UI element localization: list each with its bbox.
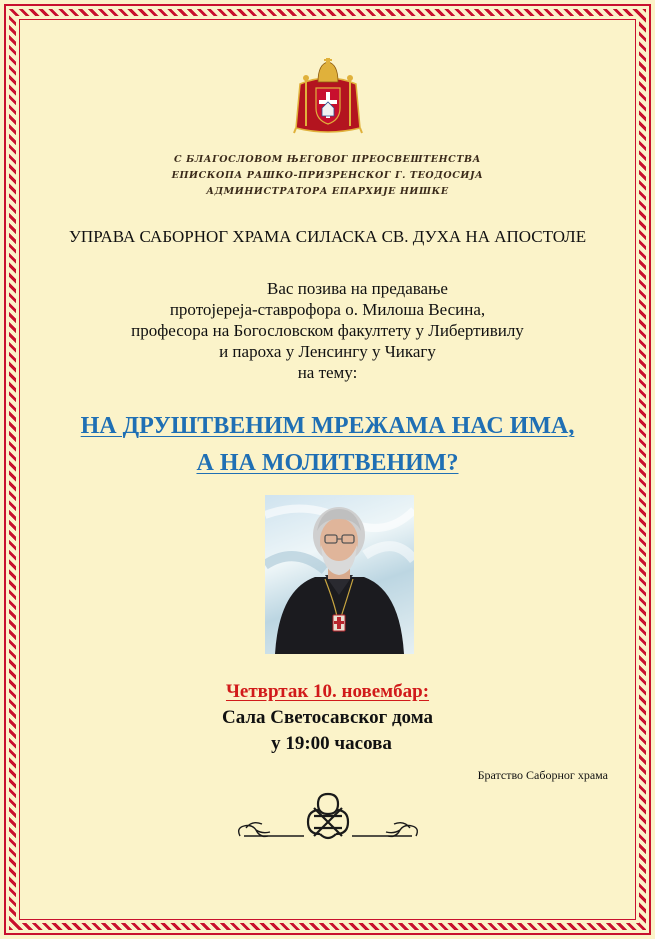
event-time: у 19:00 часова [271,733,392,754]
invitation-line-4: и пароха у Ленсингу у Чикагу [219,342,436,361]
invitation-line-5: на тему: [297,363,358,382]
blessing-text [0,152,655,200]
coat-of-arms-icon [292,58,364,134]
organizer-heading: УПРАВА САБОРНОГ ХРАМА СИЛАСКА СВ. ДУХА НА АПОСТОЛЕ [68,227,587,246]
event-venue-block [0,705,655,757]
invitation-line-1: Вас позива на предавање [267,279,448,298]
event-venue: Сала Светосавског дома [221,707,434,728]
blessing-line-1: С БЛАГОСЛОВОМ ЊЕГОВОГ ПРЕОСВЕШТЕНСТВА [174,154,481,165]
lecture-title-line-1: НА ДРУШТВЕНИМ МРЕЖАМА НАС ИМА, [80,413,575,439]
invitation-line-3: професора на Богословском факултету у Либертивилу [131,321,524,340]
priest-portrait-icon [265,495,414,654]
blessing-line-3: АДМИНИСТРАТОРА ЕПАРХИЈЕ НИШКЕ [206,186,449,197]
lecture-title [0,408,655,482]
blessing-line-2: ЕПИСКОПА РАШКО-ПРИЗРЕНСКОГ Г. ТЕОДОСИЈА [171,170,484,181]
invitation-line-2: протојереја-ставрофора о. Милоша Весина, [169,300,486,319]
invitation-text [0,278,655,383]
event-date-text: Четвртак 10. новембар: [225,681,430,702]
lecture-title-line-2: А НА МОЛИТВЕНИМ? [196,450,459,476]
event-date [0,681,655,703]
signature: Братство Саборног храма [477,768,608,782]
ornament-icon [234,790,422,846]
speaker-portrait [265,495,414,654]
